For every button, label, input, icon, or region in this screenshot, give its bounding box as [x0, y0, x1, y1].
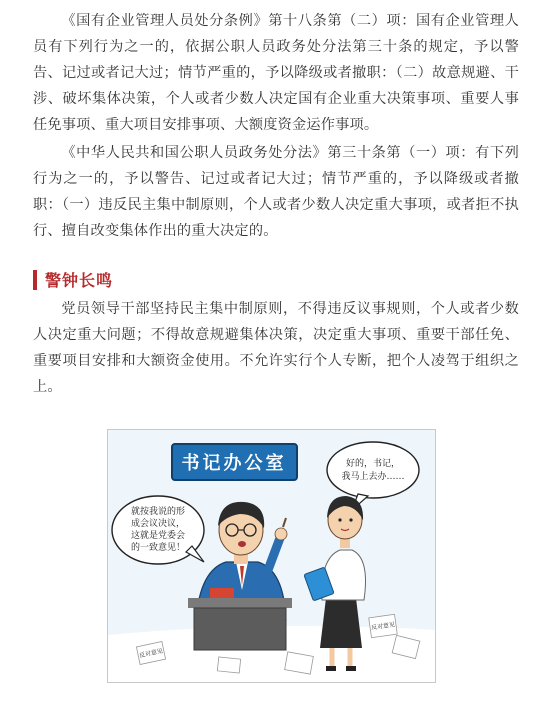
paragraph-law-article-30: 《中华人民共和国公职人员政务处分法》第三十条第（一）项：有下列行为之一的，予以警告、记过或者记大过；情节严重的，予以降级或者撤职：（一）违反民主集中制原则，个人或者少数人决定重大事项，或者拒不执行、擅自改变集体作出的重大决定的。	[33, 145, 519, 239]
section-heading	[33, 268, 113, 291]
cartoon-illustration	[107, 429, 436, 683]
leader-line-1: 就按我说的形	[130, 507, 186, 517]
staff-line-2: 我马上去办……	[341, 472, 405, 482]
office-sign	[172, 444, 297, 480]
staff-line-1: 好的，书记，	[345, 459, 401, 469]
heading-accent-bar	[33, 270, 37, 290]
paper-label-2: 反对意见	[370, 621, 396, 632]
cartoon-svg	[108, 430, 436, 683]
leader-speech-bubble	[112, 496, 204, 564]
paragraph-warning: 党员领导干部坚持民主集中制原则，不得违反议事规则，个人或者少数人决定重大问题；不得故意规避集体决策，决定重大事项、重要干部任免、重要项目安排和大额资金使用。不允许实行个人专断，把个人凌驾于组织之上。	[33, 301, 519, 395]
paragraph-regulation-article-18: 《国有企业管理人员处分条例》第十八条第（二）项：国有企业管理人员有下列行为之一的，依据公职人员政务处分法第三十条的规定，予以警告、记过或者记大过；情节严重的，予以降级或者撤职：（二）故意规避、干涉、破坏集体决策，个人或者少数人决定国有企业重大决策事项、重要人事任免事项、重大项目安排事项、大额度资金运作事项。	[33, 13, 519, 133]
leader-line-3: 这就是党委会	[130, 531, 186, 541]
section-title: 警钟长鸣	[45, 271, 114, 290]
paper-label-1: 反对意见	[138, 647, 164, 660]
leader-line-4: 的一致意见！	[130, 543, 186, 553]
leader-line-2: 成会议决议，	[130, 519, 186, 529]
sign-text: 书记办公室	[181, 453, 287, 474]
